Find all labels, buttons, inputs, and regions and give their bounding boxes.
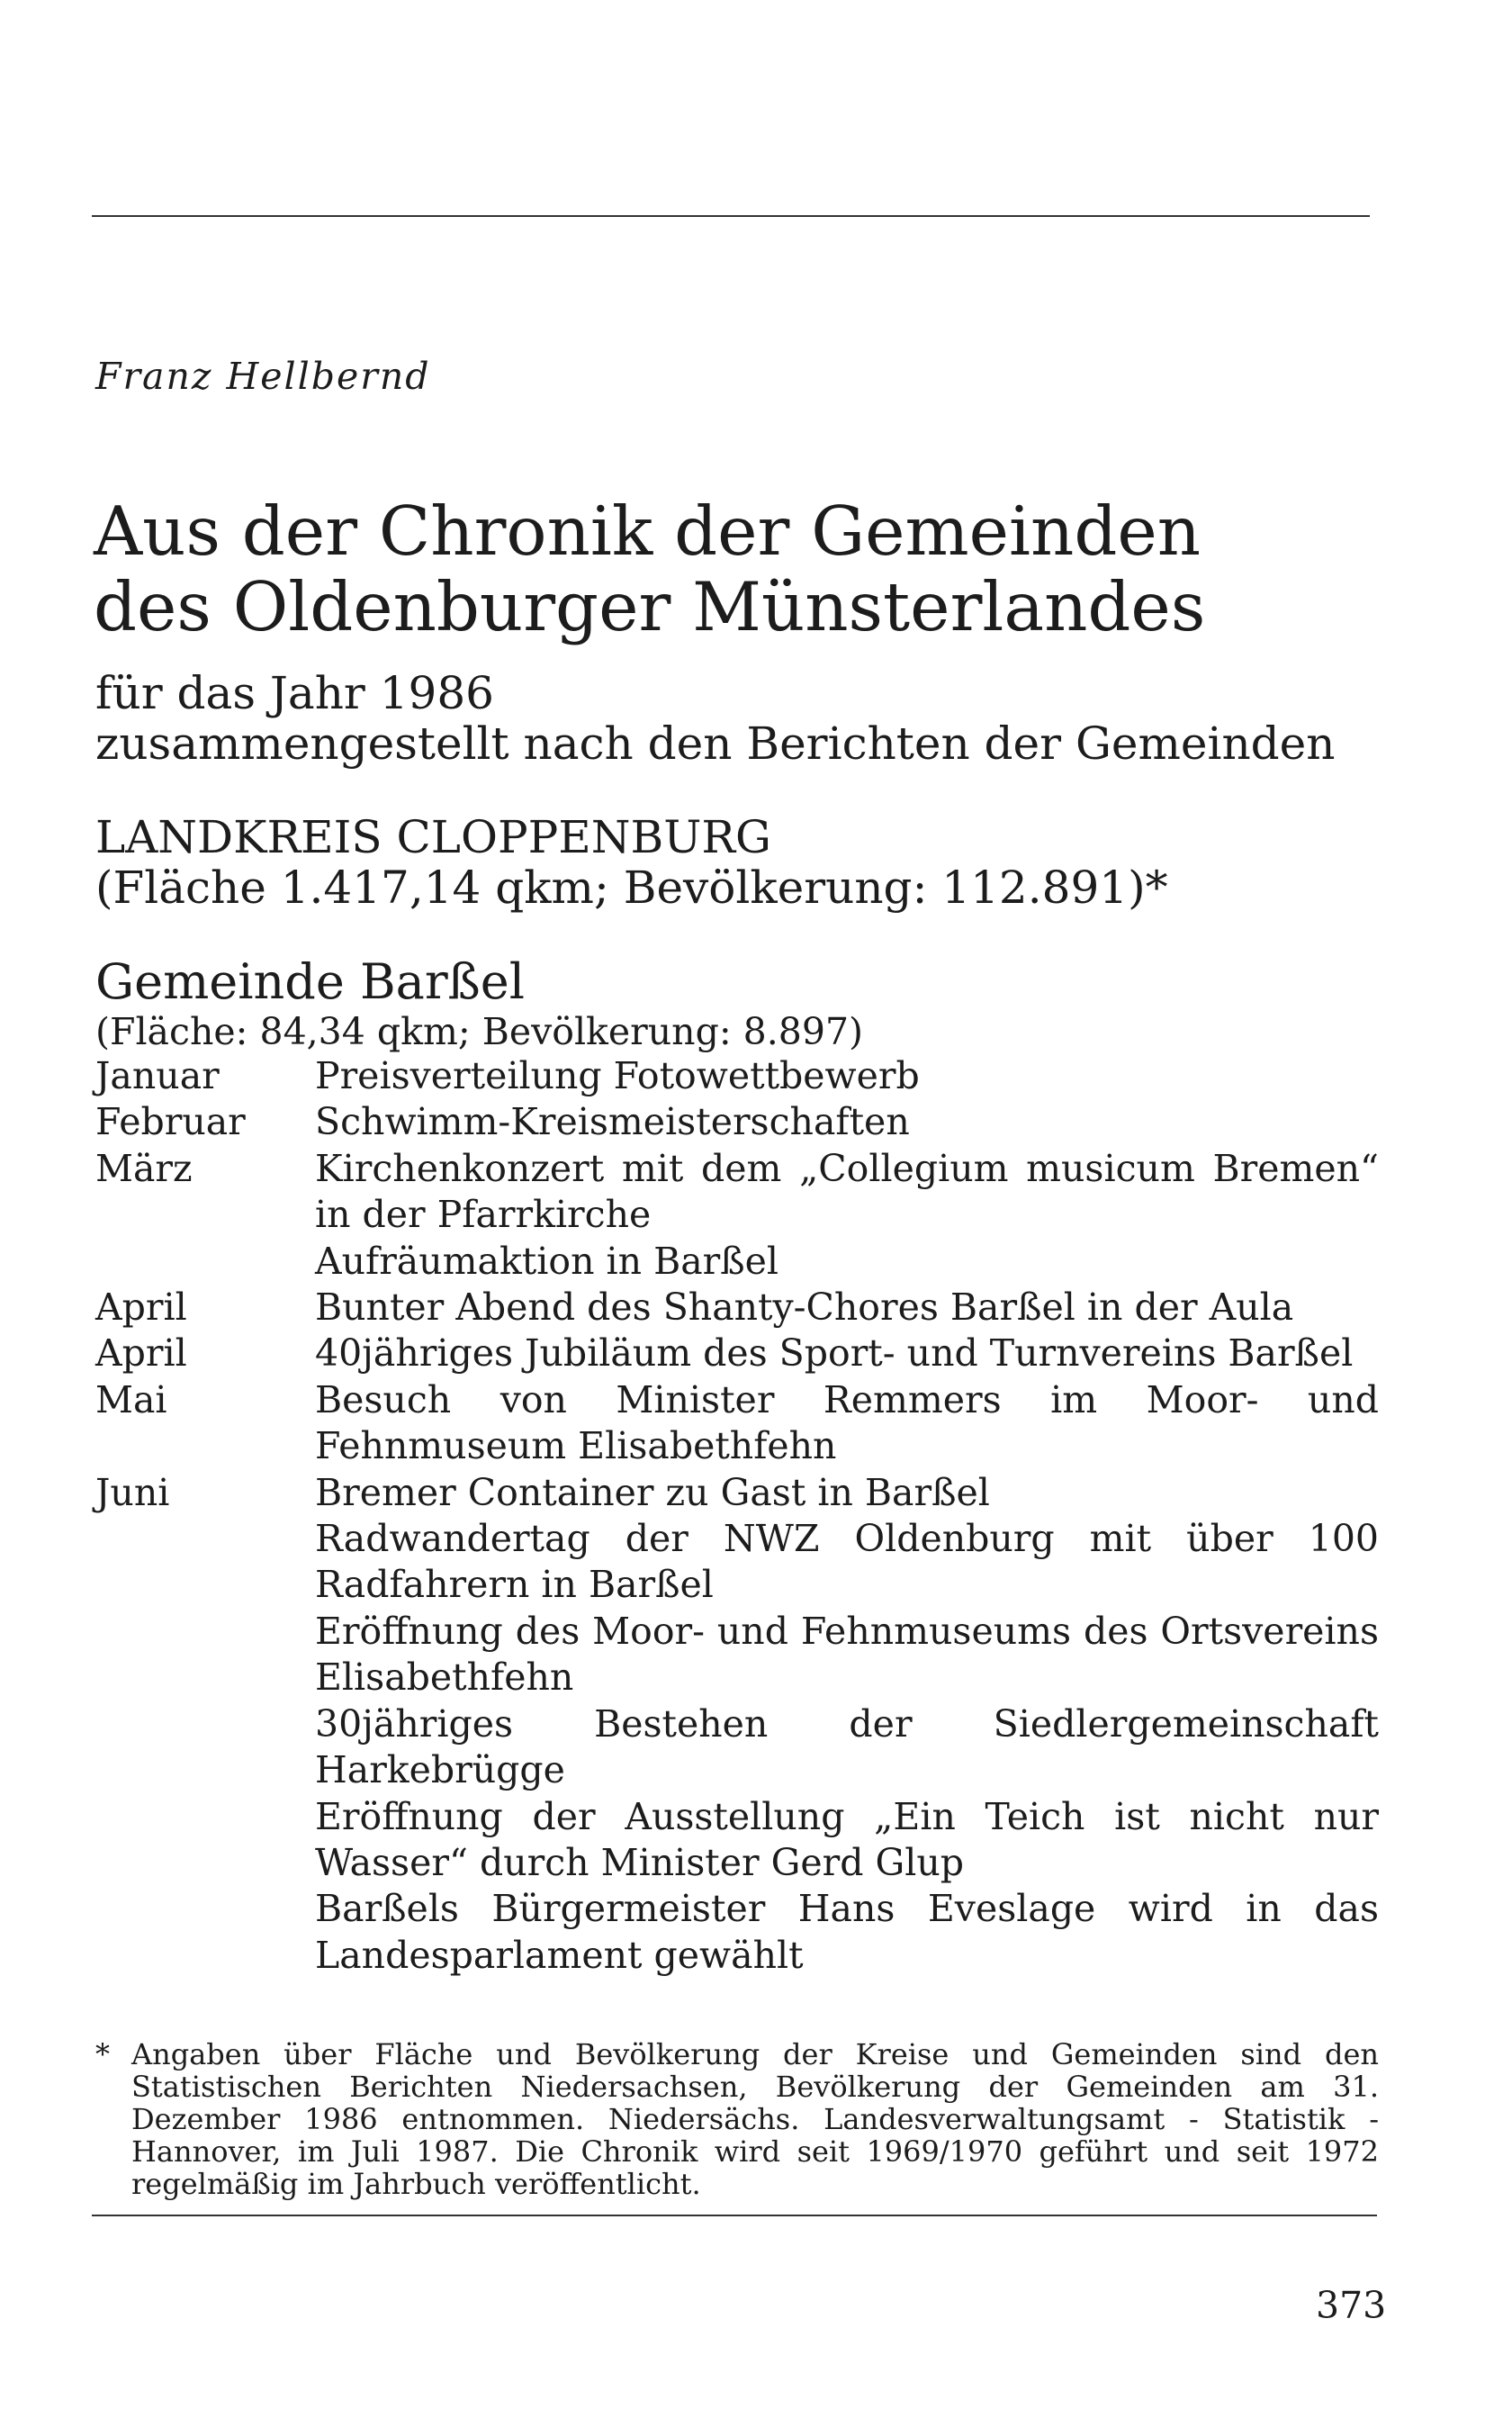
page-number: 373 [1316,2284,1387,2327]
event-item: 40jähriges Jubiläum des Sport- und Turnvereins Barßel [315,1331,1354,1376]
event-row [95,1285,1379,1331]
event-month: Februar [95,1100,246,1144]
event-item: Besuch von Minister Remmers im Moor- und Fehnmuseum Elisabethfehn [315,1377,1379,1468]
event-item: Barßels Bürgermeister Hans Eveslage wird in das Landesparlament gewählt [315,1887,1379,1977]
event-description [315,1053,1379,1099]
event-item: Preisverteilung Fotowettbewerb [315,1054,920,1097]
event-description [315,1146,1379,1285]
event-row [95,1377,1379,1470]
event-item: Radwandertag der NWZ Oldenburg mit über 100 Radfahrern in Barßel [315,1517,1379,1607]
gemeinde-stats: (Fläche: 84,34 qkm; Bevölkerung: 8.897) [95,1010,864,1053]
gemeinde-name: Gemeinde Barßel [95,953,525,1010]
footnote-rule [92,2215,1377,2216]
event-list [95,1053,1379,1979]
event-item: Bunter Abend des Shanty-Chores Barßel in der Aula [315,1286,1294,1330]
event-item: Bremer Container zu Gast in Barßel [315,1470,990,1514]
event-month: Januar [95,1054,220,1097]
event-item: Aufräumaktion in Barßel [315,1239,779,1283]
footnote-marker: * [95,2037,110,2071]
event-month: April [95,1286,187,1330]
footnote [95,2038,1379,2200]
page-title [94,493,1205,645]
event-row [95,1146,1379,1285]
event-month: März [95,1146,193,1190]
event-row [95,1470,1379,1979]
district-stats: (Fläche 1.417,14 qkm; Bevölkerung: 112.891)* [95,862,1168,914]
title-line-1: Aus der Chronik der Gemeinden [94,492,1202,571]
title-line-2: des Oldenburger Münsterlandes [94,567,1206,646]
footnote-text: Angaben über Fläche und Bevölkerung der Kreise und Gemeinden sind den Statistischen Berichten Niedersachsen, Bevölkerung der Gemeinden am 31. Dezember 1986 entnommen. Niedersächs. Landesverwaltungsamt - Statistik - Hannover, im Juli 1987. Die Chronik wird seit 1969/1970 geführt und seit 1972 regelmäßig im Jahrbuch veröffentlicht. [131,2037,1379,2201]
event-item: Eröffnung der Ausstellung „Ein Teich ist nicht nur Wasser“ durch Minister Gerd Glup [315,1794,1379,1884]
author-name: Franz Hellbernd [95,355,431,398]
page-subtitle [95,668,1335,769]
event-description [315,1331,1379,1376]
event-description [315,1099,1379,1145]
event-month: Mai [95,1377,167,1421]
event-item: Eröffnung des Moor- und Fehnmuseums des Ortsvereins Elisabethfehn [315,1609,1379,1700]
event-description [315,1285,1379,1331]
event-description [315,1377,1379,1470]
event-month: Juni [95,1470,170,1514]
event-month: April [95,1331,187,1376]
event-row [95,1099,1379,1145]
district-heading [95,812,1168,913]
event-item: 30jähriges Bestehen der Siedlergemeinschaft Harkebrügge [315,1701,1379,1792]
top-rule [92,215,1370,217]
district-name: LANDKREIS CLOPPENBURG [95,811,772,863]
event-row [95,1053,1379,1099]
subtitle-line-1: für das Jahr 1986 [95,667,494,719]
event-description [315,1470,1379,1979]
event-item: Kirchenkonzert mit dem „Collegium musicum Bremen“ in der Pfarrkirche [315,1146,1379,1237]
event-item: Schwimm-Kreismeisterschaften [315,1100,910,1144]
event-row [95,1331,1379,1376]
subtitle-line-2: zusammengestellt nach den Berichten der Gemeinden [95,717,1336,770]
